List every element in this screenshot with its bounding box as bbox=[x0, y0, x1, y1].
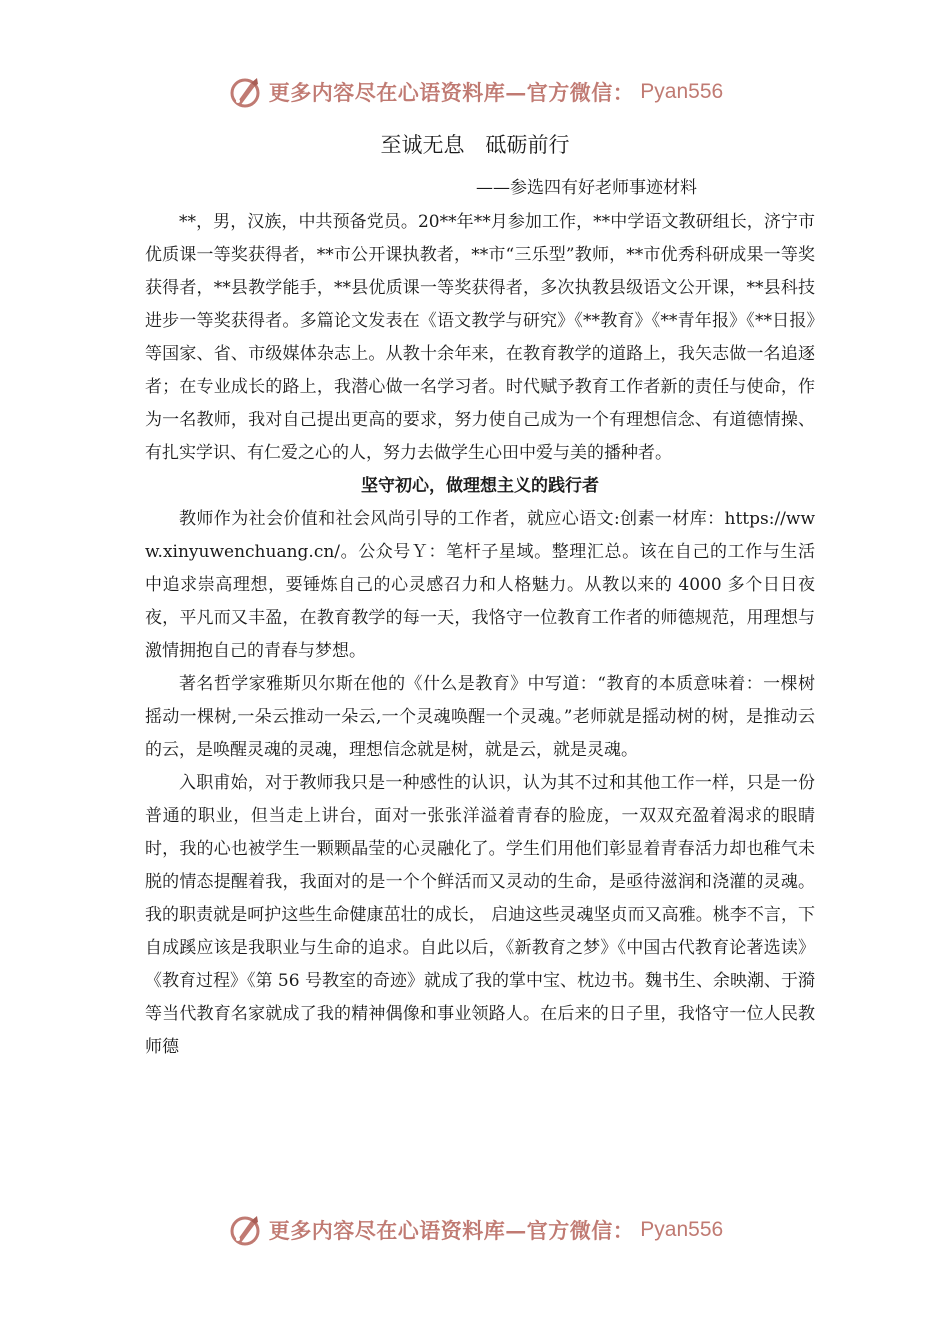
pen-nib-circle-icon bbox=[227, 1212, 263, 1248]
banner-content bbox=[227, 74, 723, 110]
footer-banner bbox=[0, 1208, 950, 1252]
section-heading: 坚守初心，做理想主义的践行者 bbox=[361, 476, 599, 496]
header-banner bbox=[0, 70, 950, 114]
wechat-id: Pyan556 bbox=[640, 1218, 724, 1241]
intro-paragraph: **，男，汉族，中共预备党员。20**年**月参加工作，**中学语文教研组长，济宁市优质课一等奖获得者，**市公开课执教者，**市“三乐型”教师，**市优秀科研成果一等奖获得者，**县教学能手，**县优质课一等奖获得者，多次执教县级语文公开课，**县科技进步一等奖获得者。多篇论文发表在《语文教学与研究》《**教育》《**青年报》《**日报》等国家、省、市级媒体杂志上。从教十余年来，在教育教学的道路上，我矢志做一名追逐者；在专业成长的路上，我潜心做一名学习者。时代赋予教育工作者新的责任与使命，作为一名教师，我对自己提出更高的要求，努力使自己成为一个有理想信念、有道德情操、有扎实学识、有仁爱之心的人，努力去做学生心田中爱与美的播种者。 bbox=[145, 212, 815, 463]
document-body bbox=[145, 206, 815, 1064]
body-paragraph-3: 入职甫始，对于教师我只是一种感性的认识，认为其不过和其他工作一样，只是一份普通的职业，但当走上讲台，面对一张张洋溢着青春的脸庞，一双双充盈着渴求的眼睛时，我的心也被学生一颗颗晶莹的心灵融化了。学生们用他们彰显着青春活力却也稚气未脱的情态提醒着我，我面对的是一个个鲜活而又灵动的生命，是亟待滋润和浇灌的灵魂。我的职责就是呵护这些生命健康茁壮的成长， 启迪这些灵魂坚贞而又高雅。桃李不言，下自成蹊应该是我职业与生命的追求。自此以后，《新教育之梦》《中国古代教育论著选读》《教育过程》《第 56 号教室的奇迹》就成了我的掌中宝、枕边书。魏书生、余映潮、于漪等当代教育名家就成了我的精神偶像和事业领路人。在后来的日子里，我恪守一位人民教师德 bbox=[145, 773, 815, 1057]
banner-text: 更多内容尽在心语资料库—官方微信： bbox=[268, 1218, 635, 1243]
banner-content bbox=[227, 1212, 723, 1248]
body-paragraph-2: 著名哲学家雅斯贝尔斯在他的《什么是教育》中写道：“教育的本质意味着：一棵树摇动一棵树,一朵云推动一朵云,一个灵魂唤醒一个灵魂。”老师就是摇动树的树，是推动云的云，是唤醒灵魂的灵魂，理想信念就是树，就是云，就是灵魂。 bbox=[145, 674, 815, 760]
body-paragraph-1: 教师作为社会价值和社会风尚引导的工作者，就应心语文:创素一材库：https://www.xinyuwenchuang.cn/。公众号Ｙ：笔杆子星域。整理汇总。该在自己的工作与生活中追求崇高理想，要锤炼自己的心灵感召力和人格魅力。从教以来的 4000 多个日日夜夜，平凡而又丰盈，在教育教学的每一天，我恪守一位教育工作者的师德规范，用理想与激情拥抱自己的青春与梦想。 bbox=[145, 509, 815, 661]
document-title: 至诚无息 砥砺前行 bbox=[380, 133, 570, 157]
wechat-id: Pyan556 bbox=[640, 80, 724, 103]
document-subtitle: ——参选四有好老师事迹材料 bbox=[476, 178, 697, 198]
banner-text: 更多内容尽在心语资料库—官方微信： bbox=[268, 80, 635, 105]
pen-nib-circle-icon bbox=[227, 74, 263, 110]
